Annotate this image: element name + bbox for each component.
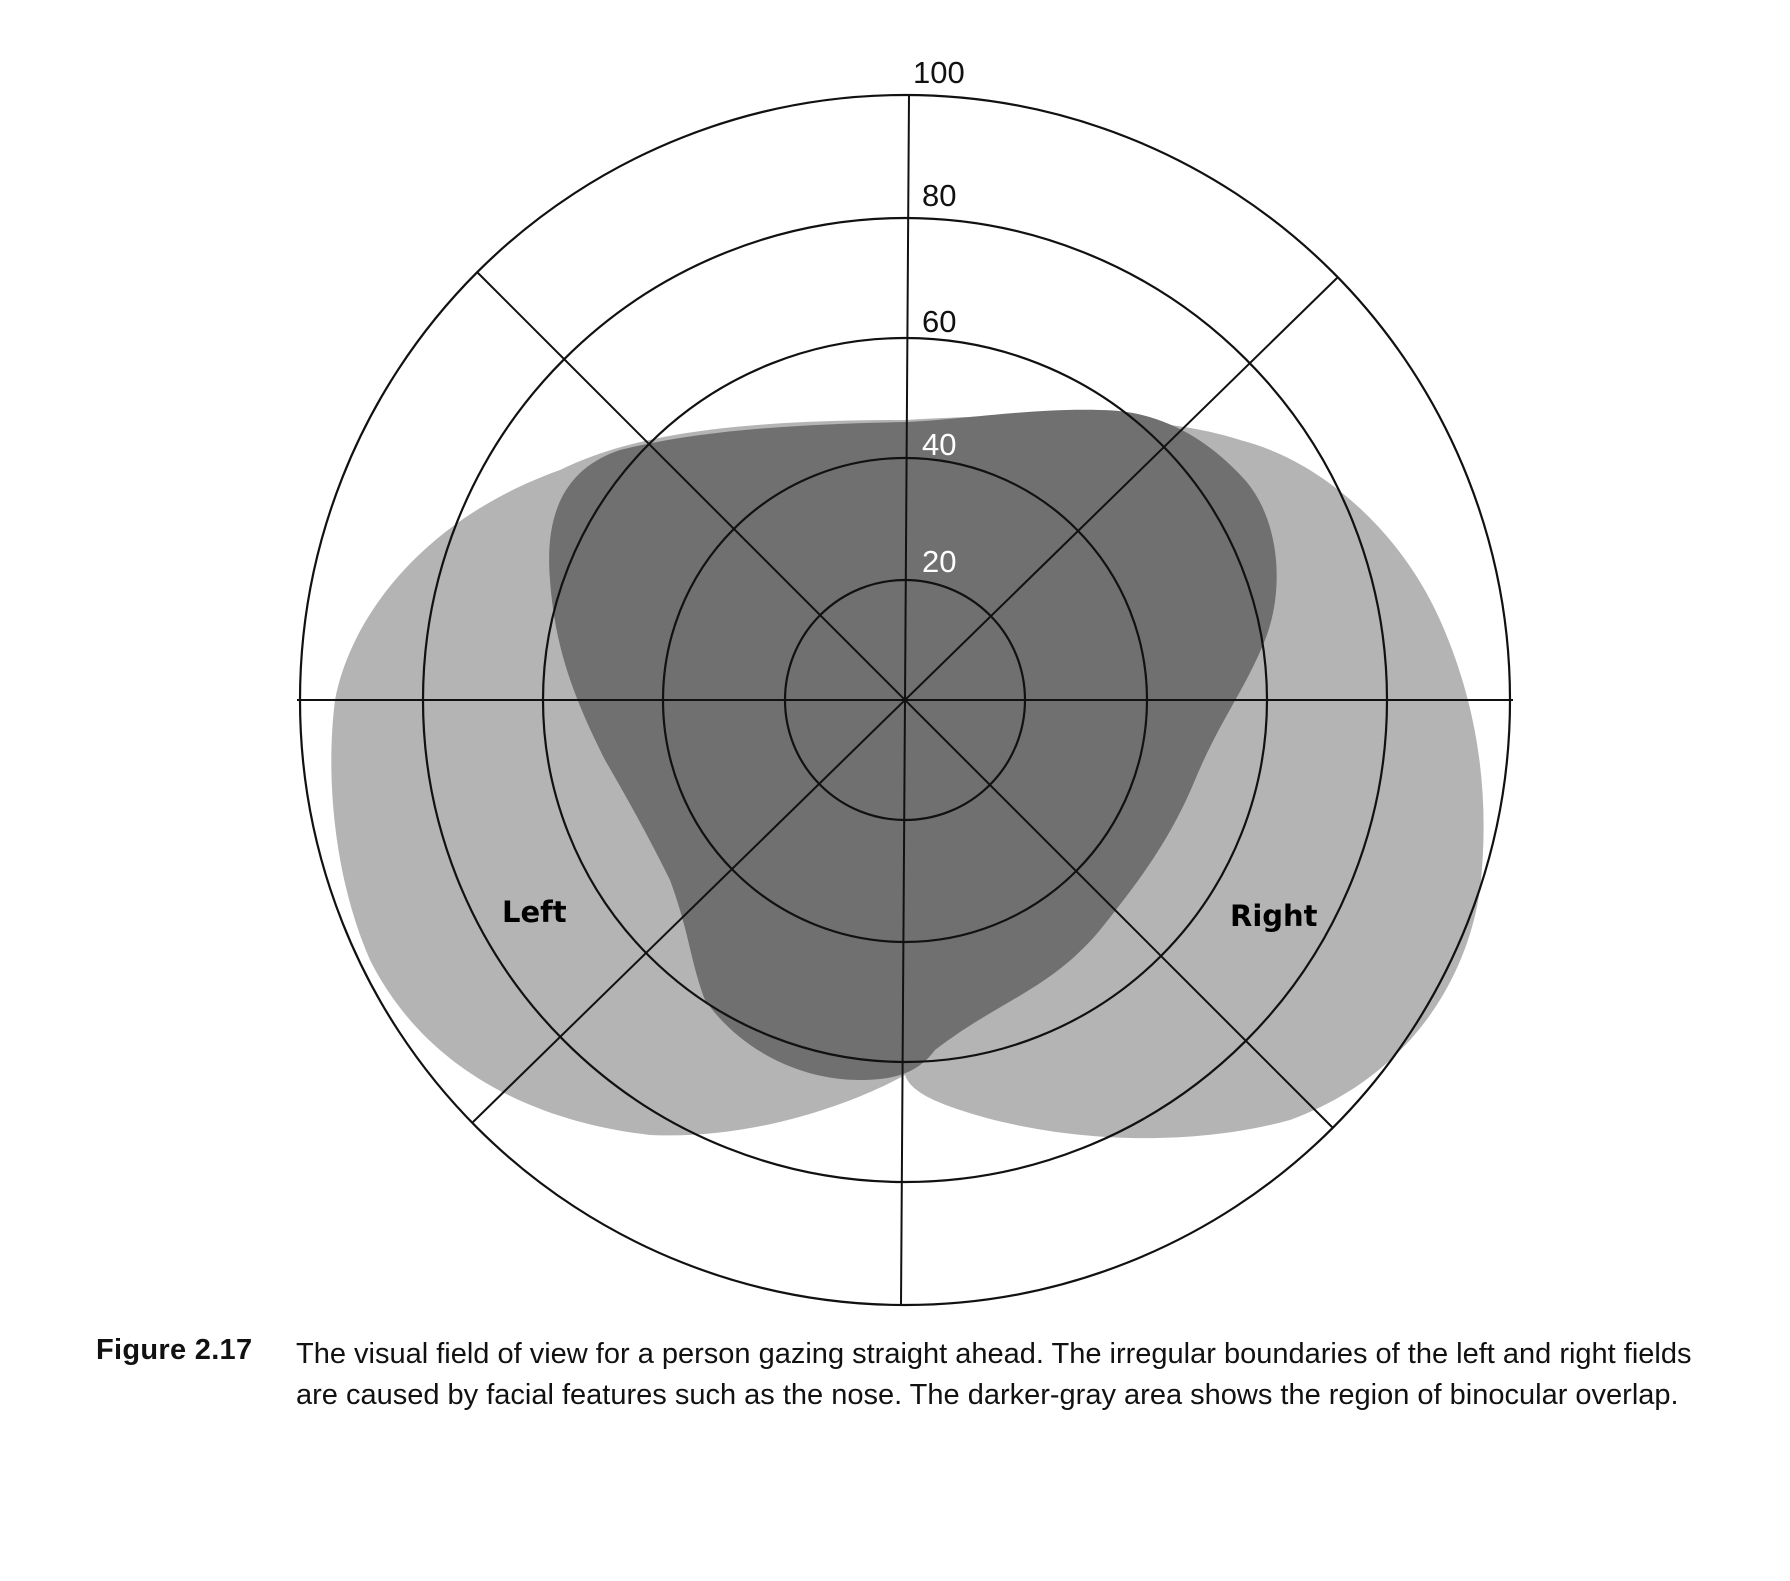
right-field-label: Right: [1230, 899, 1318, 933]
ring-label-80: 80: [922, 178, 957, 213]
meridian-lines: [297, 95, 1513, 1305]
figure-caption: [96, 1334, 1736, 1416]
caption-text: The visual field of view for a person gazing straight ahead. The irregular boundaries of the left and right fields are caused by facial features such as the nose. The darker-gray area shows the region of binocular overlap.: [296, 1338, 1692, 1411]
left-field-label: Left: [502, 895, 567, 929]
ring-label-100: 100: [913, 55, 965, 90]
ring-label-20: 20: [922, 544, 957, 579]
ring-label-40: 40: [922, 427, 957, 462]
ring-label-60: 60: [922, 304, 957, 339]
caption-label: Figure 2.17: [96, 1334, 253, 1366]
